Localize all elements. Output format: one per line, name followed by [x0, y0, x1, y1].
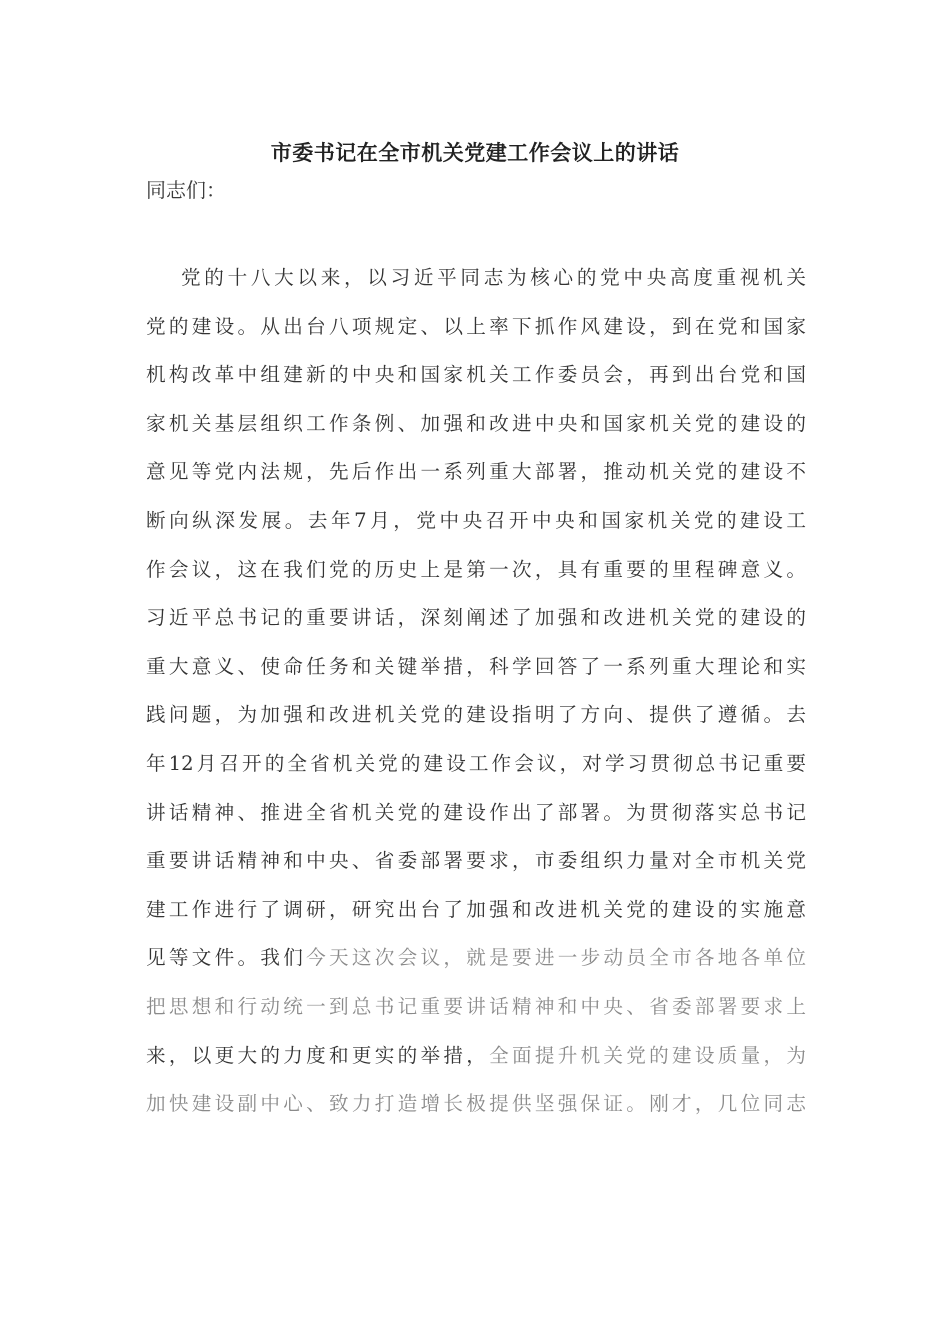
paragraph-line: 讲话精神、推进全省机关党的建设作出了部署。为贯彻落实总书记 — [146, 800, 806, 824]
body-paragraph — [146, 254, 806, 1129]
salutation: 同志们： — [146, 178, 226, 202]
paragraph-line: 习近平总书记的重要讲话，深刻阐述了加强和改进机关党的建设的 — [146, 606, 806, 630]
paragraph-line: 重大意义、使命任务和关键举措，科学回答了一系列重大理论和实 — [146, 654, 806, 678]
paragraph-line: 意见等党内法规，先后作出一系列重大部署，推动机关党的建设不 — [146, 460, 806, 484]
paragraph-line: 作会议，这在我们党的历史上是第一次，具有重要的里程碑意义。 — [146, 557, 806, 581]
document-title: 市委书记在全市机关党建工作会议上的讲话 — [270, 140, 680, 165]
paragraph-line: 党的十八大以来，以习近平同志为核心的党中央高度重视机关 — [181, 266, 806, 289]
paragraph-line: 家机关基层组织工作条例、加强和改进中央和国家机关党的建设的 — [146, 411, 806, 435]
paragraph-line: 党的建设。从出台八项规定、以上率下抓作风建设，到在党和国家 — [146, 314, 806, 338]
paragraph-line: 断向纵深发展。去年7月，党中央召开中央和国家机关党的建设工 — [146, 508, 806, 532]
paragraph-line: 建工作进行了调研，研究出台了加强和改进机关党的建设的实施意 — [146, 897, 806, 921]
paragraph-line: 机构改革中组建新的中央和国家机关工作委员会，再到出台党和国 — [146, 363, 806, 387]
paragraph-line: 重要讲话精神和中央、省委部署要求，市委组织力量对全市机关党 — [146, 849, 806, 873]
paragraph-line: 年12月召开的全省机关党的建设工作会议，对学习贯彻总书记重要 — [146, 751, 806, 775]
paragraph-line: 见等文件。我们今天这次会议，就是要进一步动员全市各地各单位 — [146, 946, 807, 970]
paragraph-line: 践问题，为加强和改进机关党的建设指明了方向、提供了遵循。去 — [146, 703, 806, 727]
paragraph-line: 把思想和行动统一到总书记重要讲话精神和中央、省委部署要求上 — [146, 994, 807, 1018]
paragraph-line: 加快建设副中心、致力打造增长极提供坚强保证。刚才，几位同志 — [146, 1092, 807, 1116]
paragraph-line: 来，以更大的力度和更实的举措，全面提升机关党的建设质量，为 — [146, 1043, 807, 1067]
